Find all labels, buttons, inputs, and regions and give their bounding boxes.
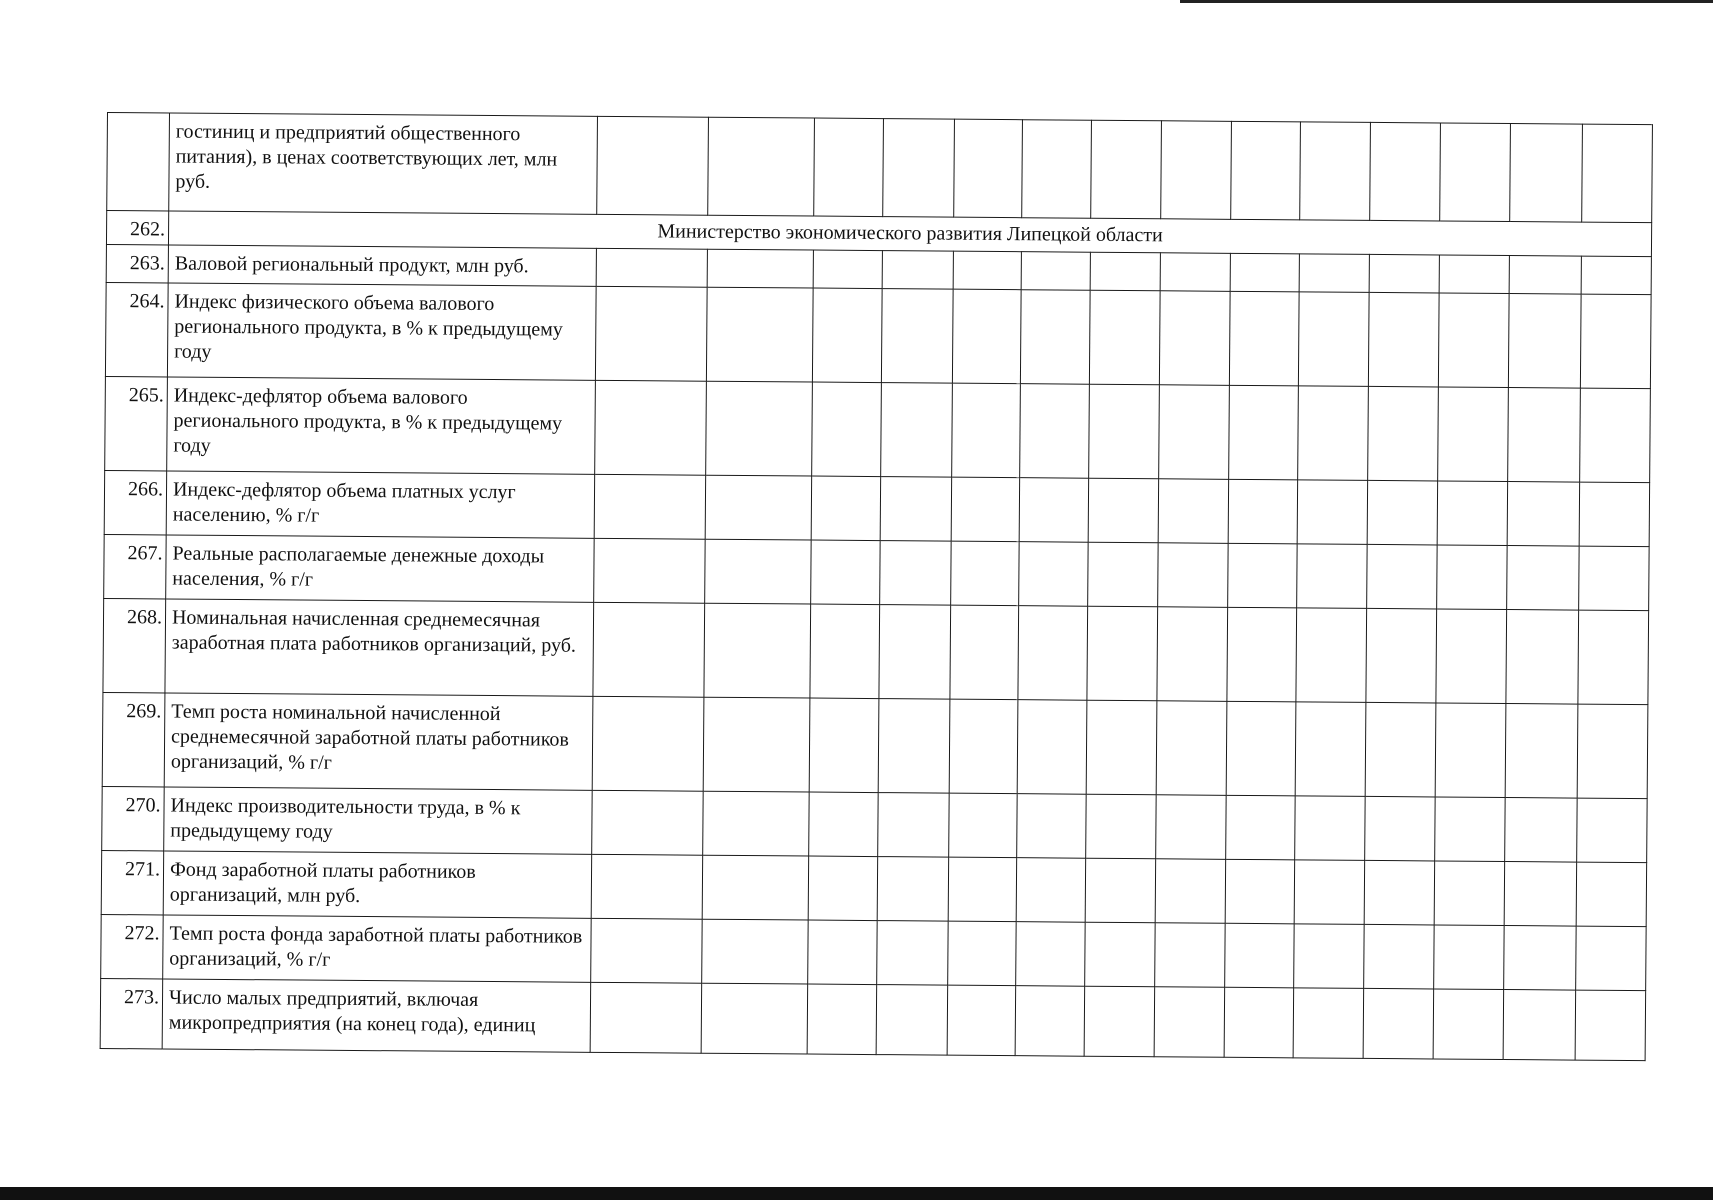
- value-cell: [1298, 386, 1369, 481]
- value-cell: [1440, 123, 1511, 222]
- value-cell: [1087, 606, 1158, 701]
- value-cell: [1580, 388, 1651, 483]
- value-cell: [1086, 700, 1157, 795]
- value-cell: [1228, 479, 1298, 544]
- value-cell: [1085, 922, 1156, 987]
- value-cell: [878, 699, 950, 794]
- value-cell: [1156, 795, 1227, 860]
- value-cell: [595, 380, 707, 475]
- indicator-name: Фонд заработной платы работников организаций, млн руб.: [163, 851, 591, 918]
- value-cell: [1230, 253, 1299, 292]
- value-cell: [883, 119, 955, 218]
- row-number: 263.: [106, 244, 168, 282]
- value-cell: [1369, 254, 1439, 293]
- value-cell: [1364, 924, 1435, 989]
- value-cell: [1295, 796, 1366, 861]
- value-cell: [1506, 610, 1579, 705]
- value-cell: [590, 982, 702, 1053]
- table-row: [101, 850, 1646, 926]
- value-cell: [1296, 608, 1367, 703]
- value-cell: [812, 382, 882, 477]
- indicator-name: гостиниц и предприятий общественного питания), в ценах соответствующих лет, млн руб.: [169, 113, 598, 214]
- value-cell: [1437, 545, 1508, 610]
- value-cell: [954, 119, 1023, 218]
- value-cell: [879, 605, 951, 700]
- value-cell: [591, 918, 702, 983]
- document-sheet: [100, 112, 1652, 1061]
- value-cell: [1505, 798, 1578, 863]
- value-cell: [882, 251, 953, 290]
- value-cell: [704, 603, 811, 698]
- value-cell: [1503, 989, 1576, 1060]
- value-cell: [1090, 252, 1160, 291]
- value-cell: [1017, 794, 1087, 859]
- value-cell: [1582, 124, 1653, 223]
- value-cell: [1224, 987, 1294, 1058]
- row-number: 272.: [101, 914, 164, 978]
- value-cell: [1575, 990, 1646, 1061]
- value-cell: [1505, 704, 1578, 799]
- row-number: 266.: [104, 470, 167, 534]
- value-cell: [812, 288, 882, 383]
- value-cell: [1227, 607, 1297, 702]
- value-cell: [1510, 124, 1583, 223]
- value-cell: [1437, 481, 1508, 546]
- value-cell: [1018, 606, 1088, 701]
- value-cell: [951, 541, 1020, 606]
- row-number: [107, 113, 170, 211]
- value-cell: [701, 983, 808, 1054]
- value-cell: [1509, 256, 1581, 295]
- value-cell: [1435, 703, 1506, 798]
- value-cell: [948, 921, 1017, 986]
- value-cell: [809, 698, 879, 793]
- value-cell: [1578, 610, 1649, 705]
- indicator-name: Индекс производительности труда, в % к предыдущему году: [164, 787, 592, 854]
- value-cell: [1091, 120, 1162, 219]
- row-number: 264.: [105, 282, 168, 376]
- value-cell: [1155, 859, 1226, 924]
- value-cell: [1364, 860, 1435, 925]
- value-cell: [1508, 388, 1581, 483]
- value-cell: [1155, 923, 1226, 988]
- value-cell: [1507, 546, 1580, 611]
- value-cell: [1158, 543, 1229, 608]
- value-cell: [952, 289, 1021, 384]
- value-cell: [1365, 796, 1436, 861]
- indicator-name: Валовой региональный продукт, млн руб.: [168, 245, 596, 286]
- value-cell: [1365, 702, 1436, 797]
- value-cell: [1089, 290, 1160, 385]
- value-cell: [950, 605, 1019, 700]
- indicator-name: Темп роста фонда заработной платы работников организаций, % г/г: [163, 915, 591, 982]
- value-cell: [1020, 290, 1090, 385]
- value-cell: [1507, 482, 1580, 547]
- value-cell: [594, 538, 705, 603]
- value-cell: [592, 790, 703, 855]
- value-cell: [947, 985, 1016, 1056]
- value-cell: [1435, 797, 1506, 862]
- value-cell: [1297, 544, 1368, 609]
- value-cell: [1576, 926, 1647, 991]
- value-cell: [1293, 988, 1364, 1059]
- value-cell: [1022, 120, 1092, 219]
- value-cell: [811, 540, 881, 605]
- value-cell: [1225, 859, 1295, 924]
- value-cell: [1577, 798, 1648, 863]
- value-cell: [1088, 478, 1159, 543]
- indicator-name: Номинальная начисленная среднемесячная заработная плата работников организаций, руб.: [165, 599, 594, 696]
- value-cell: [1231, 121, 1301, 220]
- indicator-name: Индекс физического объема валового регионального продукта, в % к предыдущему году: [167, 283, 596, 380]
- value-cell: [1297, 480, 1368, 545]
- value-cell: [1156, 701, 1227, 796]
- value-cell: [1159, 385, 1230, 480]
- row-number: 270.: [102, 786, 165, 850]
- value-cell: [877, 857, 949, 922]
- value-cell: [592, 696, 704, 791]
- value-cell: [594, 474, 705, 539]
- value-cell: [876, 985, 948, 1056]
- value-cell: [591, 854, 702, 919]
- value-cell: [1579, 546, 1650, 611]
- value-cell: [1159, 291, 1230, 386]
- value-cell: [952, 383, 1021, 478]
- table-row: [100, 978, 1646, 1060]
- value-cell: [1504, 925, 1577, 990]
- value-cell: [596, 248, 707, 287]
- value-cell: [1368, 292, 1439, 387]
- value-cell: [1299, 254, 1369, 293]
- value-cell: [1086, 794, 1157, 859]
- row-number: 268.: [103, 598, 166, 692]
- value-cell: [1229, 291, 1299, 386]
- value-cell: [1161, 121, 1232, 220]
- value-cell: [1439, 255, 1509, 294]
- value-cell: [1580, 294, 1651, 389]
- scan-edge-bottom: [0, 1187, 1713, 1200]
- value-cell: [881, 289, 953, 384]
- section-heading: Министерство экономического развития Липецкой области: [168, 211, 1651, 257]
- value-cell: [948, 857, 1017, 922]
- value-cell: [1225, 923, 1295, 988]
- value-cell: [880, 541, 952, 606]
- value-cell: [1508, 294, 1581, 389]
- table-body: [100, 113, 1652, 1061]
- value-cell: [707, 249, 813, 288]
- table-row: [102, 786, 1647, 862]
- table-row: [105, 282, 1651, 388]
- table-row: [104, 534, 1649, 610]
- value-cell: [1438, 387, 1509, 482]
- value-cell: [1434, 861, 1505, 926]
- value-cell: [1577, 704, 1648, 799]
- value-cell: [809, 792, 879, 857]
- value-cell: [1366, 608, 1437, 703]
- table-row: [104, 470, 1649, 546]
- value-cell: [593, 602, 705, 697]
- value-cell: [1434, 925, 1505, 990]
- value-cell: [1367, 544, 1438, 609]
- value-cell: [1367, 480, 1438, 545]
- value-cell: [1294, 860, 1365, 925]
- value-cell: [1298, 292, 1369, 387]
- value-cell: [881, 383, 953, 478]
- value-cell: [813, 250, 882, 289]
- indicator-name: Число малых предприятий, включая микропредприятия (на конец года), единиц: [162, 979, 591, 1052]
- value-cell: [1017, 700, 1087, 795]
- value-cell: [811, 476, 881, 541]
- value-cell: [1088, 542, 1159, 607]
- value-cell: [807, 984, 877, 1055]
- value-cell: [878, 793, 950, 858]
- row-number: 269.: [102, 692, 165, 786]
- value-cell: [1363, 988, 1434, 1059]
- value-cell: [1019, 478, 1089, 543]
- value-cell: [1226, 795, 1296, 860]
- value-cell: [1157, 607, 1228, 702]
- row-number: 271.: [101, 850, 164, 914]
- indicator-name: Темп роста номинальной начисленной среднемесячной заработной платы работников организаций, % г/г: [164, 693, 593, 790]
- value-cell: [706, 381, 813, 476]
- value-cell: [1370, 122, 1441, 221]
- value-cell: [1085, 858, 1156, 923]
- value-cell: [1015, 986, 1085, 1057]
- value-cell: [1295, 702, 1366, 797]
- value-cell: [1581, 256, 1651, 295]
- value-cell: [1016, 858, 1086, 923]
- row-number: 267.: [104, 534, 167, 598]
- value-cell: [1300, 122, 1371, 221]
- table-row: [101, 914, 1646, 990]
- table-row: [103, 598, 1649, 704]
- value-cell: [1229, 385, 1299, 480]
- value-cell: [880, 477, 952, 542]
- value-cell: [1160, 253, 1230, 292]
- row-number: 265.: [105, 376, 168, 470]
- value-cell: [1294, 924, 1365, 989]
- value-cell: [705, 539, 811, 604]
- value-cell: [877, 921, 949, 986]
- value-cell: [703, 791, 809, 856]
- value-cell: [1438, 293, 1509, 388]
- value-cell: [1504, 862, 1577, 927]
- value-cell: [1579, 482, 1650, 547]
- value-cell: [1228, 543, 1298, 608]
- value-cell: [1436, 609, 1507, 704]
- value-cell: [810, 604, 880, 699]
- scan-edge-top: [1180, 0, 1713, 3]
- value-cell: [1154, 987, 1225, 1058]
- row-number: 273.: [100, 978, 163, 1048]
- value-cell: [1158, 479, 1229, 544]
- value-cell: [597, 116, 709, 215]
- value-cell: [1226, 701, 1296, 796]
- value-cell: [808, 920, 878, 985]
- indicator-name: Индекс-дефлятор объема валового регионального продукта, в % к предыдущему году: [167, 377, 596, 474]
- table-row: [102, 692, 1648, 798]
- value-cell: [702, 855, 808, 920]
- value-cell: [808, 856, 878, 921]
- value-cell: [1019, 542, 1089, 607]
- value-cell: [1016, 922, 1086, 987]
- row-number: 262.: [106, 211, 168, 245]
- value-cell: [1433, 989, 1504, 1060]
- value-cell: [949, 793, 1018, 858]
- value-cell: [953, 251, 1021, 290]
- table-row: [105, 376, 1651, 482]
- indicator-name: Реальные располагаемые денежные доходы населения, % г/г: [166, 535, 594, 602]
- value-cell: [1368, 386, 1439, 481]
- value-cell: [1021, 252, 1090, 291]
- value-cell: [1089, 384, 1160, 479]
- value-cell: [702, 919, 808, 984]
- value-cell: [595, 286, 707, 381]
- table-row: [107, 113, 1653, 223]
- value-cell: [949, 699, 1018, 794]
- indicator-name: Индекс-дефлятор объема платных услуг населению, % г/г: [166, 471, 594, 538]
- value-cell: [703, 697, 810, 792]
- value-cell: [814, 118, 884, 217]
- value-cell: [951, 477, 1020, 542]
- value-cell: [706, 287, 813, 382]
- indicators-table: [100, 112, 1653, 1061]
- value-cell: [1576, 862, 1647, 927]
- value-cell: [708, 117, 815, 216]
- value-cell: [1020, 384, 1090, 479]
- value-cell: [1084, 986, 1155, 1057]
- value-cell: [705, 475, 811, 540]
